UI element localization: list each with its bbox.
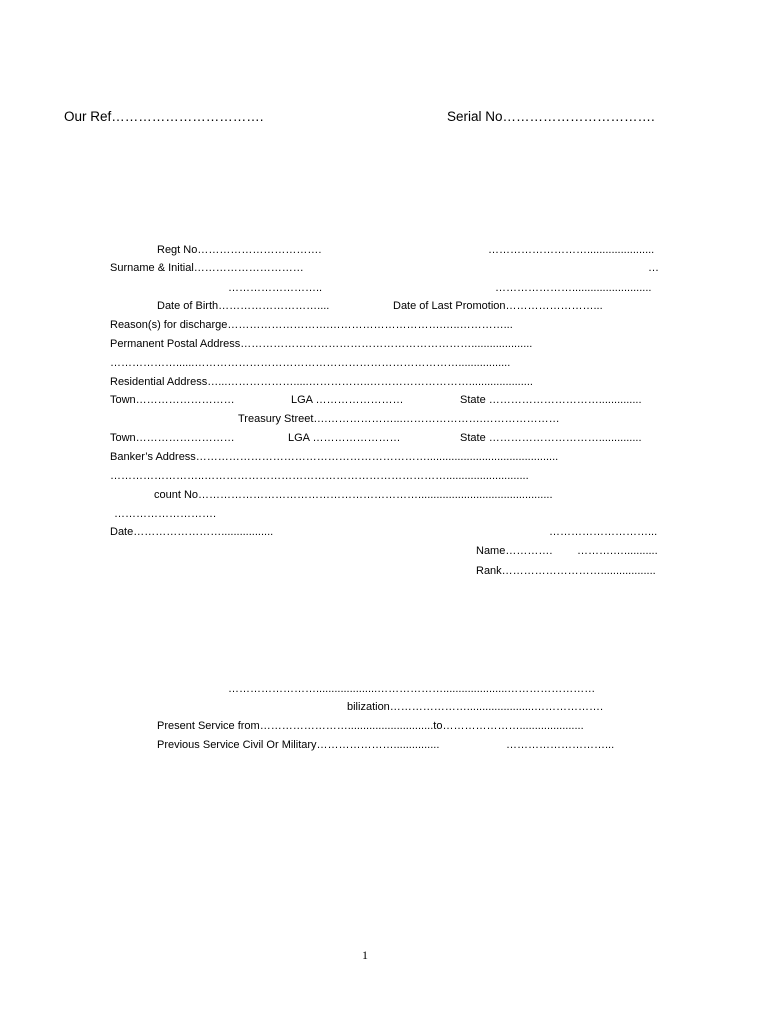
lga-field-1: LGA …………………… [291,394,404,406]
residential-address-field: Residential Address…...……………….....……………..………………………..................... [110,376,533,388]
lga-field-2: LGA …………………… [288,432,401,444]
reasons-field: Reason(s) for discharge……………………….………………………….…..…………... [110,319,513,331]
regt-no-field: Regt No……………………………. [157,244,322,256]
mobilization-field: bilization…………………......................………………. [347,701,604,713]
line3-right-field: ………………….......................... [495,282,652,294]
treasury-street-field: Treasury Street….………………...………………….………………… [238,413,560,425]
account-continuation: ………………………. [114,508,217,520]
date-field: Date……………………................. [110,526,274,538]
state-field-1: State ………………………….............. [460,394,642,406]
header-our-ref: Our Ref……………………………. [64,109,264,124]
rank-field: Rank……………………….................. [476,565,656,577]
name-field: Name…………. [476,545,553,557]
regt-no-right-field: ………………………...................... [488,244,655,256]
town-field-2: Town……………………… [110,432,235,444]
state-field-2: State ………………………….............. [460,432,642,444]
date-right-field: ………………………... [549,526,658,538]
banker-address-continuation: ……………………..…………………………………………………………........................... [110,470,529,482]
date-of-birth-field: Date of Birth……………………….... [157,300,330,312]
previous-service-right-field: ………………………... [506,739,615,751]
header-serial-no: Serial No……………………………. [447,109,655,124]
postal-address-field: Permanent Postal Address……………………………………………………….................... [110,338,533,350]
banker-address-field: Banker’s Address………………………………………………………........................................... [110,451,559,463]
town-field-1: Town……………………… [110,394,235,406]
present-service-field: Present Service from……………………............................to…………………..................... [157,720,584,732]
line3-mid-field: …………………….. [228,282,323,294]
surname-right-field: … [648,262,659,274]
lower-line-1: ……………………....................……………….....................…………………… [228,683,596,695]
page-number: 1 [362,948,368,962]
previous-service-field: Previous Service Civil Or Military…………………............... [157,739,440,751]
account-no-field: count No……………………………………………………............................................ [154,489,553,501]
last-promotion-field: Date of Last Promotion……………………... [393,300,603,312]
name-right-field: ……….…........... [577,545,658,557]
surname-field: Surname & Initial………………………… [110,262,304,274]
postal-address-continuation: ………………......………………………………………………………………................. [110,357,511,369]
